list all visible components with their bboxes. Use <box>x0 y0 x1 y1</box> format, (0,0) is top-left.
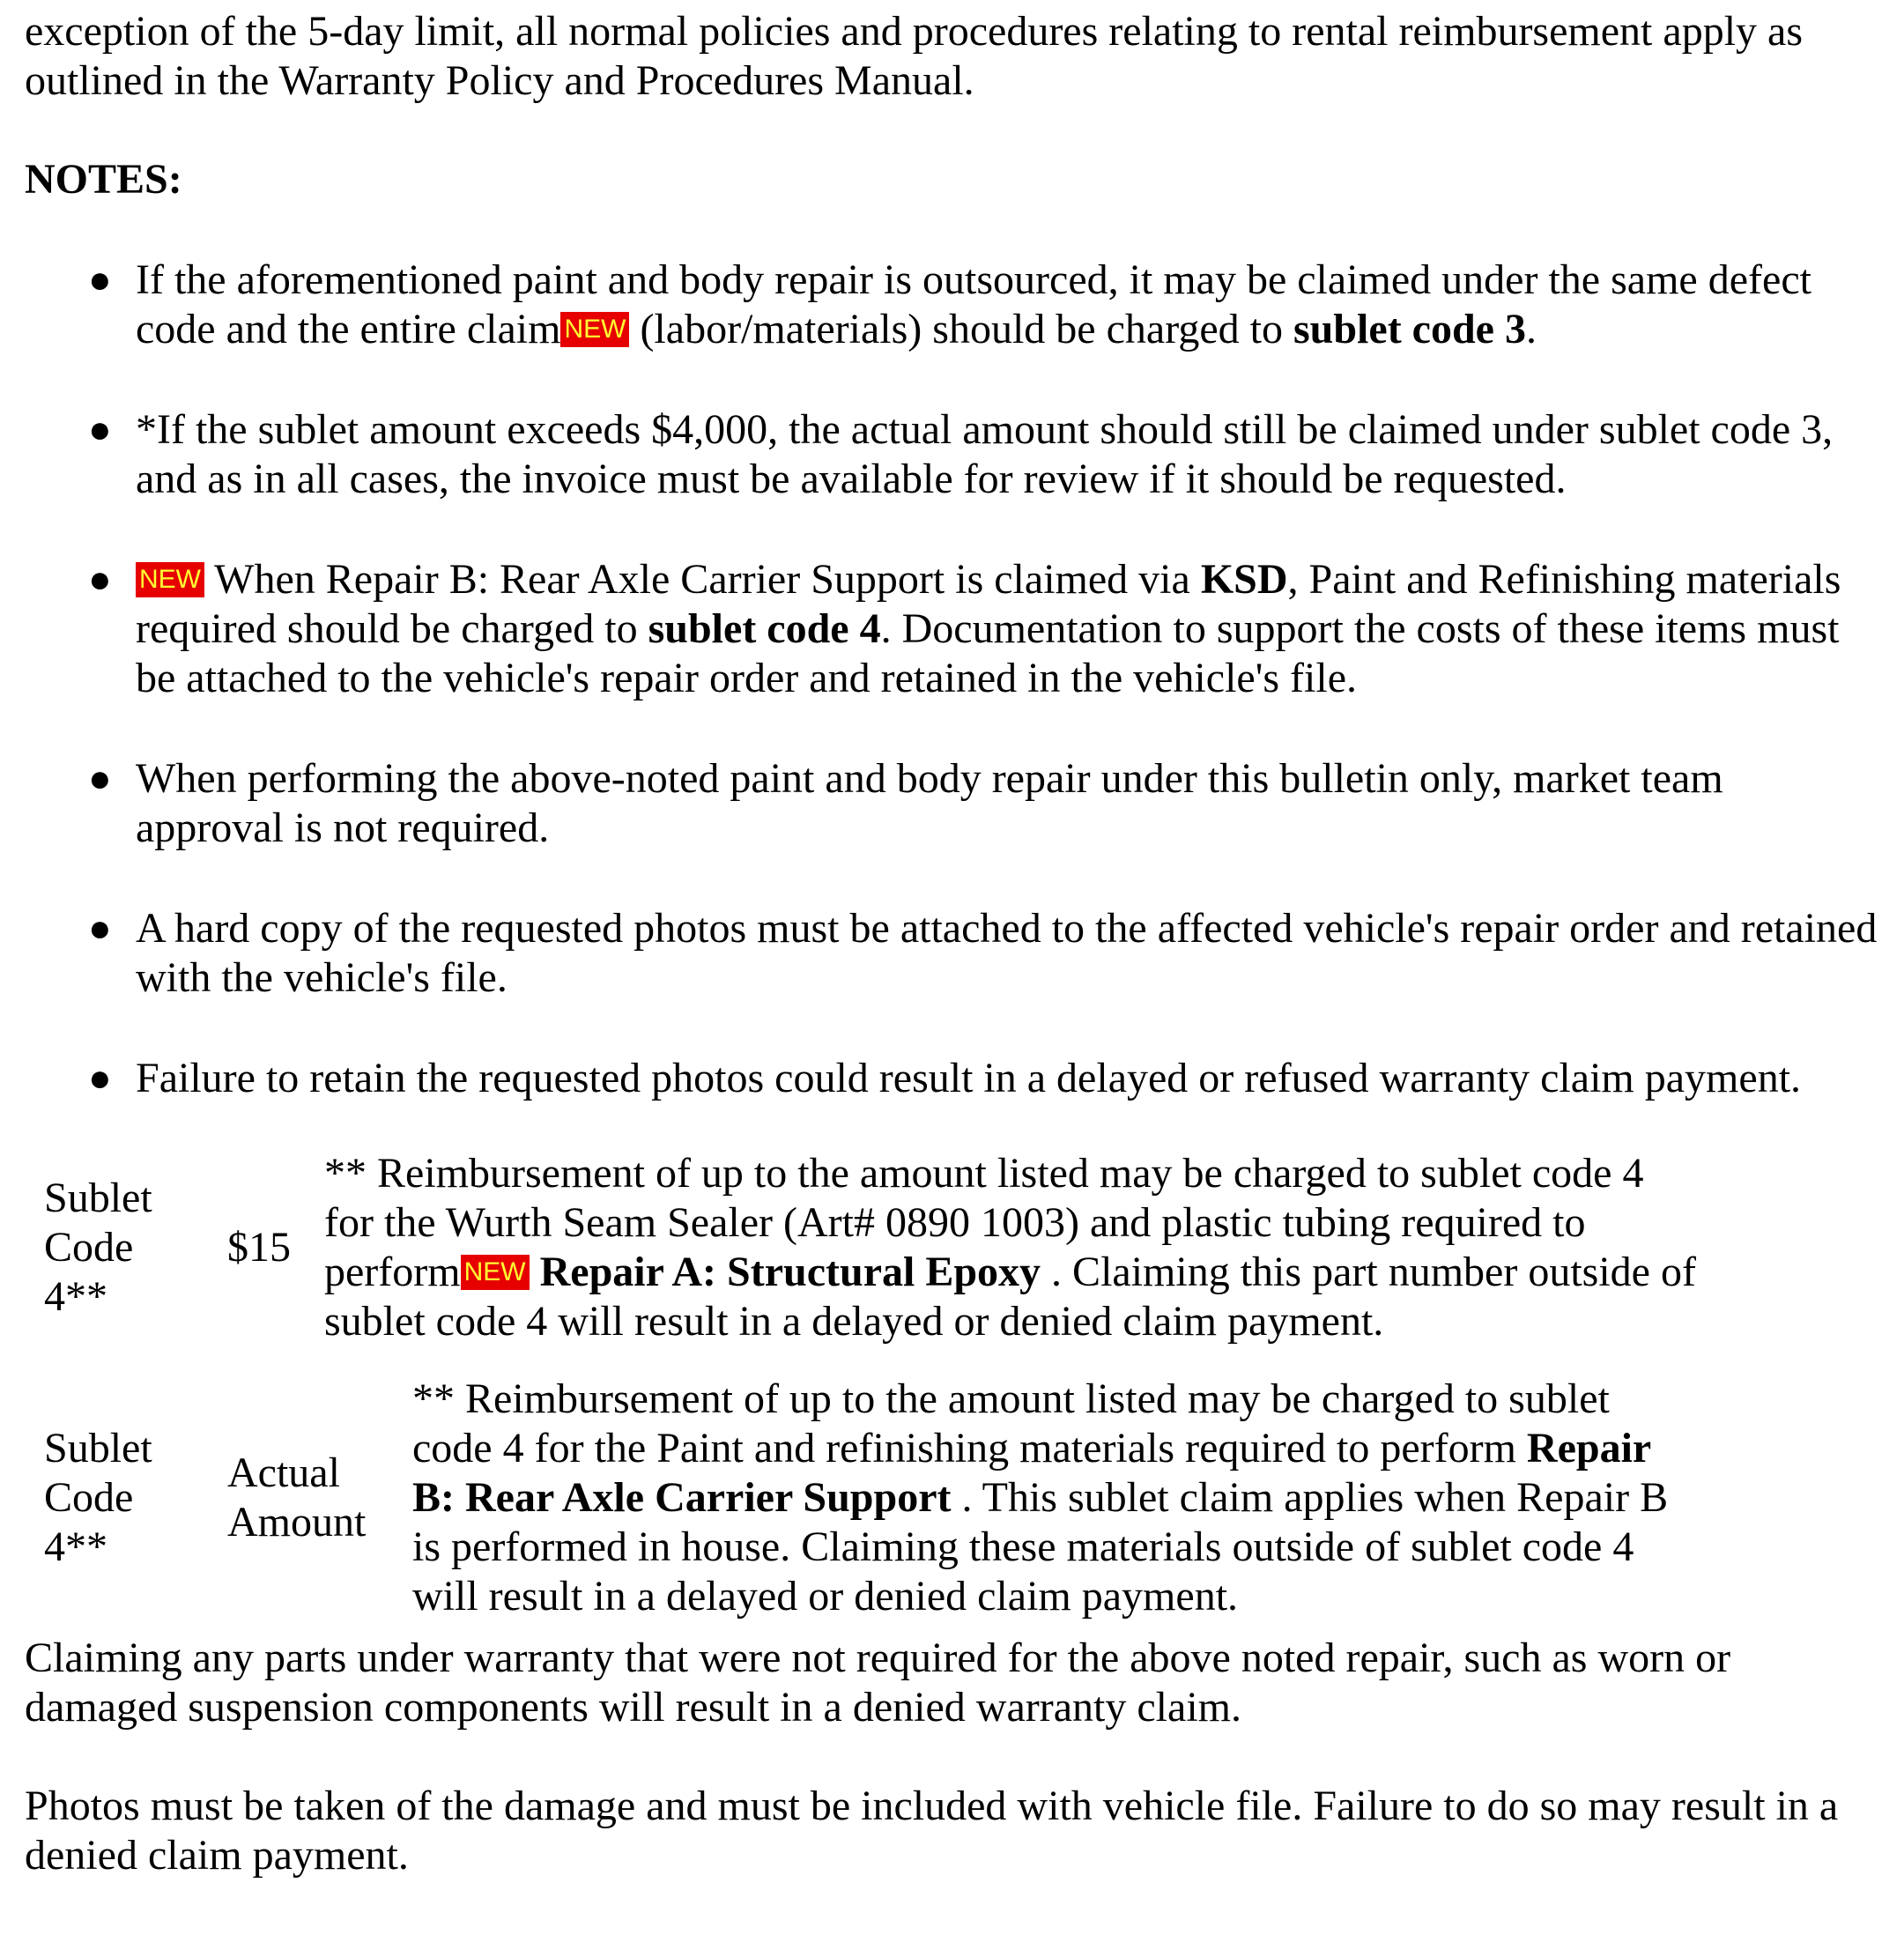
intro-paragraph: exception of the 5-day limit, all normal policies and procedures relating to rental reimbursement apply as outlined in the Warranty Policy and Procedures Manual. <box>25 8 1804 104</box>
sublet-desc-text: ** Reimbursement of up to the amount listed may be charged to sublet code 4 for the Wurth Seam Sealer (Art# 0890 1003) and plastic tubing required to perform <box>324 1150 1644 1295</box>
note-text: *If the sublet amount exceeds $4,000, the actual amount should still be claimed under sublet code 3, and as in all cases, the invoice must be available for review if it should be requested. <box>136 406 1834 502</box>
note-text: . Documentation to support the costs of these items must be attached to the vehicle's repair order and retained in the vehicle's file. <box>136 605 1840 701</box>
sublet-code: Sublet Code 4** <box>44 1175 152 1320</box>
bullet-icon: ● <box>88 258 112 301</box>
bullet-icon: ● <box>88 408 112 451</box>
sublet-amount: $15 <box>227 1224 291 1271</box>
note-bold-text: sublet code 4 <box>648 605 881 652</box>
list-item <box>25 904 1879 1003</box>
sublet-row <box>25 1149 1716 1346</box>
sublet-desc-text: ** Reimbursement of up to the amount listed may be charged to sublet code 4 for the Paint and refinishing materials required to perform <box>412 1375 1610 1471</box>
note-bold-text: sublet code 3 <box>1293 306 1526 352</box>
sublet-code: Sublet Code 4** <box>44 1425 152 1570</box>
sublet-table <box>25 1149 1879 1621</box>
sublet-amount: Actual Amount <box>227 1449 367 1546</box>
sublet-code-cell <box>25 1375 227 1621</box>
closing-paragraph-2: Photos must be taken of the damage and must be included with vehicle file. Failure to do so may result in a denied claim payment. <box>25 1783 1839 1879</box>
note-text: If the aforementioned paint and body repair is outsourced, it may be claimed under the same defect code and the entire claim <box>136 256 1811 352</box>
sublet-desc-text: . This sublet claim applies when Repair B is performed in house. Claiming these materials outside of sublet code 4 will result in a delayed or denied claim payment. <box>412 1474 1669 1620</box>
note-text: When performing the above-noted paint and body repair under this bulletin only, market team approval is not required. <box>136 755 1723 851</box>
new-badge-icon: NEW <box>560 312 629 347</box>
bullet-icon: ● <box>88 757 112 800</box>
bullet-icon: ● <box>88 558 112 601</box>
new-badge-icon: NEW <box>461 1255 530 1290</box>
note-text: When Repair B: Rear Axle Carrier Support is claimed via <box>204 556 1201 603</box>
bullet-icon: ● <box>88 907 112 950</box>
note-text: . <box>1525 306 1537 352</box>
note-text: Failure to retain the requested photos could result in a delayed or refused warranty claim payment. <box>136 1055 1802 1101</box>
sublet-code-cell <box>25 1149 227 1346</box>
new-badge-icon: NEW <box>136 562 204 597</box>
sublet-row <box>25 1375 1708 1621</box>
sublet-desc-text: . Claiming this part number outside of sublet code 4 will result in a delayed or denied claim payment. <box>324 1249 1696 1345</box>
sublet-desc-cell <box>412 1375 1708 1621</box>
list-item <box>25 256 1879 354</box>
sublet-desc-cell <box>324 1149 1716 1346</box>
sublet-amount-cell <box>227 1149 324 1346</box>
list-item <box>25 1054 1879 1103</box>
list-item <box>25 555 1879 703</box>
closing-paragraph-1: Claiming any parts under warranty that were not required for the above noted repair, such as worn or damaged suspension components will result in a denied warranty claim. <box>25 1635 1731 1731</box>
list-item <box>25 754 1879 853</box>
sublet-desc-bold: Repair B: Rear Axle Carrier Support <box>412 1425 1651 1521</box>
sublet-desc-bold: Repair A: Structural Epoxy <box>529 1249 1041 1295</box>
notes-list <box>25 256 1879 1103</box>
bullet-icon: ● <box>88 1056 112 1100</box>
note-bold-text: KSD <box>1200 556 1288 603</box>
note-text: A hard copy of the requested photos must be attached to the affected vehicle's repair order and retained with the vehicle's file. <box>136 905 1878 1001</box>
note-text: , Paint and Refinishing materials required should be charged to <box>136 556 1841 652</box>
note-text: (labor/materials) should be charged to <box>629 306 1293 352</box>
sublet-amount-cell <box>227 1375 412 1621</box>
list-item <box>25 405 1879 504</box>
notes-heading: NOTES: <box>25 156 182 203</box>
